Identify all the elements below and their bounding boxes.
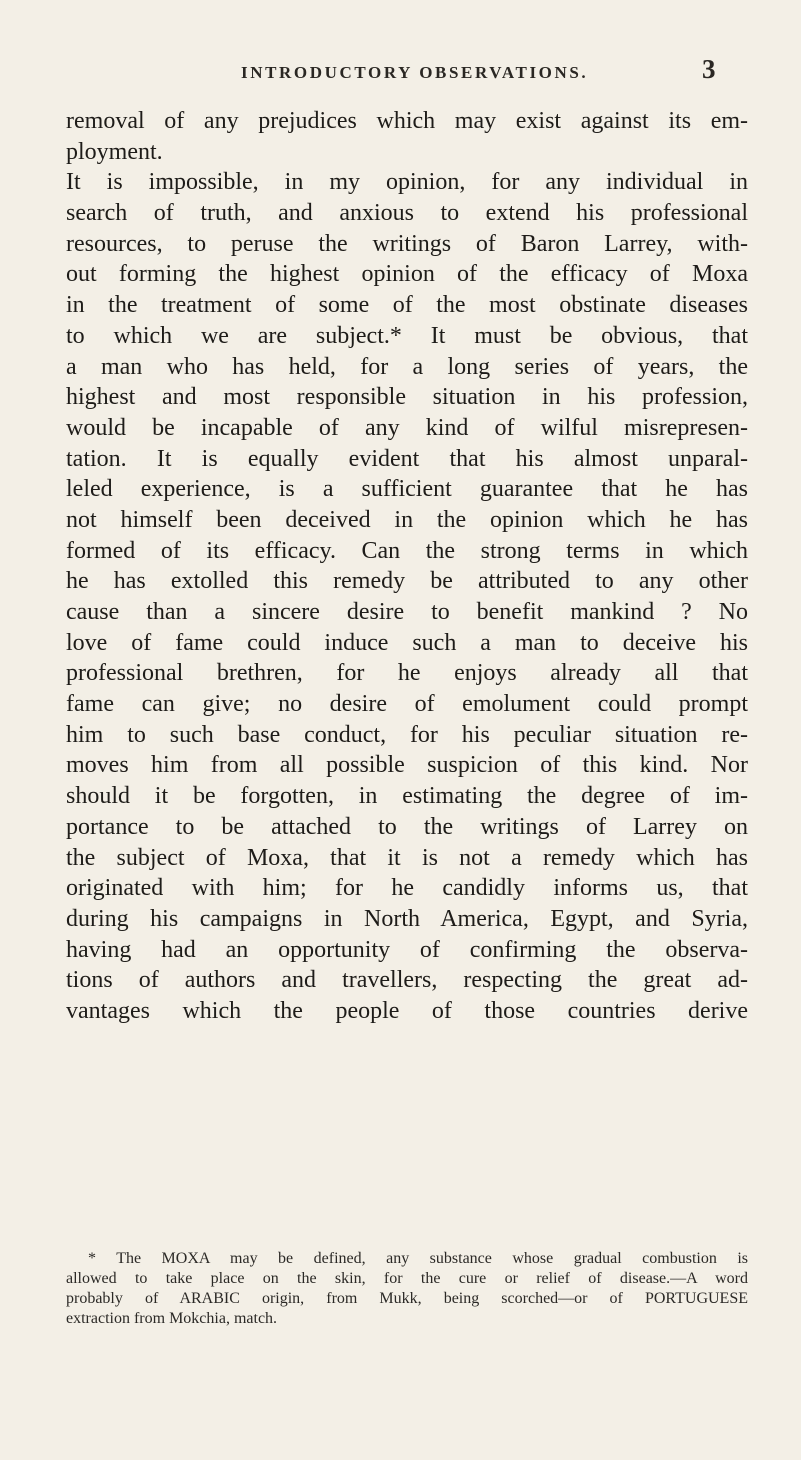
text-line: originated with him; for he candidly informs us, that (66, 875, 748, 902)
text-line: him to such base conduct, for his peculiar situation re- (66, 721, 748, 748)
footnote (66, 1249, 748, 1329)
text-line: leled experience, is a sufficient guarantee that he has (66, 476, 748, 503)
text-line: moves him from all possible suspicion of this kind. Nor (66, 752, 748, 779)
text-line: ployment. (66, 138, 163, 165)
body-text (66, 106, 748, 1027)
text-line: fame can give; no desire of emolument could prompt (66, 691, 748, 718)
footnote-line: allowed to take place on the skin, for the cure or relief of disease.—A word (66, 1270, 748, 1287)
text-line: to which we are subject.* It must be obvious, that (66, 322, 748, 349)
text-line: having had an opportunity of confirming the observa- (66, 936, 748, 963)
text-line: the subject of Moxa, that it is not a remedy which has (66, 844, 748, 871)
text-line: during his campaigns in North America, Egypt, and Syria, (66, 905, 748, 932)
text-line: tions of authors and travellers, respecting the great ad- (66, 967, 748, 994)
text-line: tation. It is equally evident that his almost unparal- (66, 445, 748, 472)
text-line: portance to be attached to the writings of Larrey on (66, 813, 748, 840)
text-line: should it be forgotten, in estimating the degree of im- (66, 783, 748, 810)
text-line: formed of its efficacy. Can the strong terms in which (66, 537, 748, 564)
footnote-line: * The MOXA may be defined, any substance whose gradual combustion is (88, 1250, 748, 1267)
text-line: in the treatment of some of the most obstinate diseases (66, 292, 748, 319)
running-head: INTRODUCTORY OBSERVATIONS. (241, 63, 589, 82)
text-line: love of fame could induce such a man to deceive his (66, 629, 748, 656)
text-line: highest and most responsible situation in his profession, (66, 384, 748, 411)
page-number: 3 (702, 54, 716, 84)
text-line: search of truth, and anxious to extend his professional (66, 200, 748, 227)
text-line: cause than a sincere desire to benefit mankind ? No (66, 599, 748, 625)
text-line: removal of any prejudices which may exist against its em- (66, 108, 748, 134)
text-line: resources, to peruse the writings of Baron Larrey, with- (66, 230, 748, 257)
text-line: It is impossible, in my opinion, for any individual in (66, 169, 748, 196)
text-line: would be incapable of any kind of wilful misrepresen- (66, 414, 748, 441)
text-line: out forming the highest opinion of the efficacy of Moxa (66, 261, 748, 288)
text-line: vantages which the people of those countries derive (66, 997, 748, 1024)
text-line: not himself been deceived in the opinion which he has (66, 506, 748, 533)
text-line: he has extolled this remedy be attributed to any other (66, 568, 748, 595)
footnote-line: probably of ARABIC origin, from Mukk, being scorched—or of PORTUGUESE (66, 1290, 748, 1307)
footnote-line: extraction from Mokchia, match. (66, 1310, 278, 1327)
text-line: professional brethren, for he enjoys already all that (66, 660, 748, 687)
text-line: a man who has held, for a long series of years, the (66, 353, 748, 380)
